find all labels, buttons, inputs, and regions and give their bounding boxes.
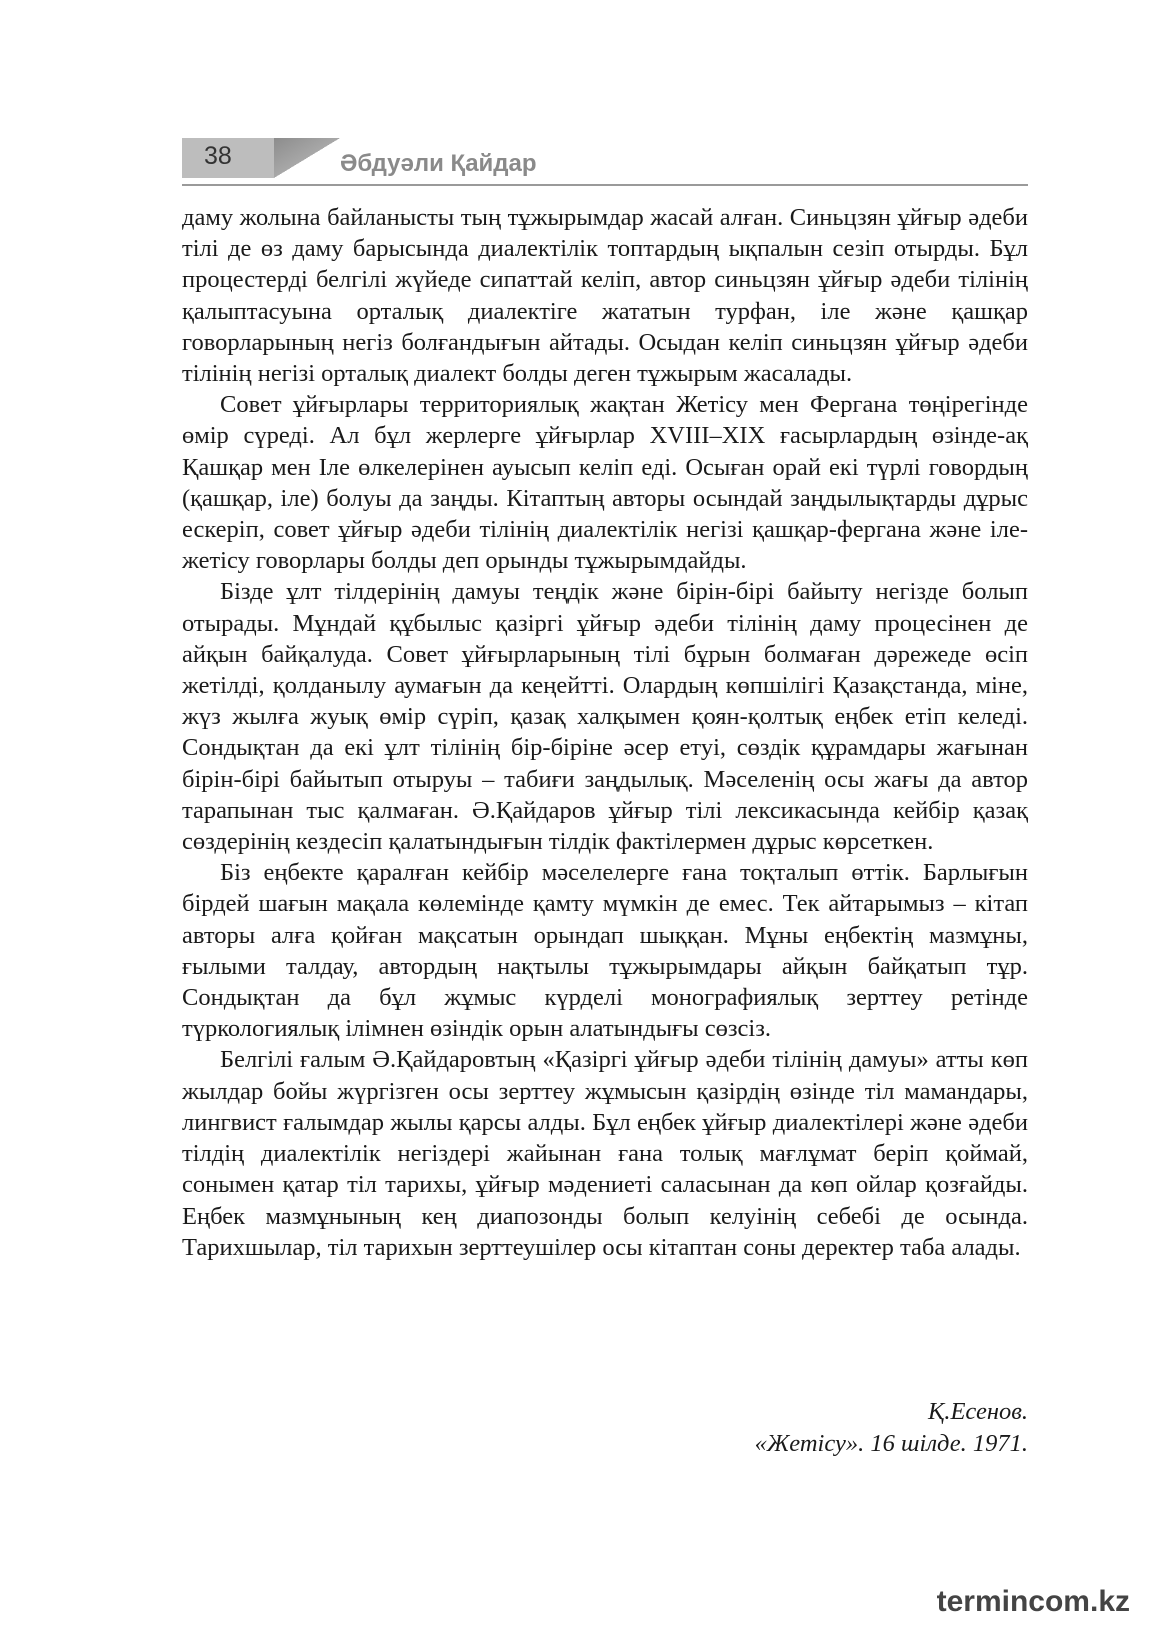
body-text (182, 202, 1028, 1263)
paragraph-1: даму жолына байланысты тың тұжырымдар жасай алған. Синьцзян ұйғыр әдеби тілі де өз даму барысында диалектілік топтардың ықпалын сезіп отырды. Бұл процестерді белгілі жүйеде сипаттай келіп, автор синьцзян ұйғыр әдеби тілінің қалыптасуына орталық диалектіге жататын турфан, іле және қашқар говорларының негіз болғандығын айтады. Осыдан келіп синьцзян ұйғыр әдеби тілінің негізі орталық диалект болды деген тұжырым жасалады. (182, 204, 1028, 388)
paragraph-4: Біз еңбекте қаралған кейбір мәселелерге ғана тоқталып өттік. Барлығын бірдей шағын мақала көлемінде қамту мүмкін де емес. Тек айтарымыз – кітап авторы алға қойған мақсатын орындап шыққан. Мұны еңбектің мазмұны, ғылыми талдау, автордың нақтылы тұжырымдары айқын байқатып тұр. Сондықтан да бұл жұмыс күрделі монографиялық зерттеу ретінде түркологиялық ілімнен өзіндік орын алатындығы сөзсіз. (182, 859, 1028, 1043)
page-number: 38 (204, 142, 232, 170)
paragraph-5: Белгілі ғалым Ә.Қайдаровтың «Қазіргі ұйғыр әдеби тілінің дамуы» атты көп жылдар бойы жүргізген осы зерттеу жұмысын қазірдің өзінде тіл мамандары, лингвист ғалымдар жылы қарсы алды. Бұл еңбек ұйғыр диалектілері және әдеби тілдің диалектілік негіздері жайынан ғана толық мағлұмат беріп қоймай, сонымен қатар тіл тарихы, ұйғыр мәдениеті саласынан да көп ойлар қозғайды. Еңбек мазмұнының кең диапозонды болып келуінің себебі де осында. Тарихшылар, тіл тарихын зерттеушілер осы кітаптан соны деректер таба алады. (182, 1046, 1028, 1261)
signature-name: Қ.Есенов. (928, 1398, 1028, 1425)
header-decoration (274, 138, 340, 178)
watermark: termincom.kz (936, 1585, 1130, 1618)
header-rule (182, 184, 1028, 186)
signature-source: «Жетісу». 16 шілде. 1971. (754, 1430, 1028, 1457)
running-header (182, 138, 1028, 186)
paragraph-3: Бізде ұлт тілдерінің дамуы теңдік және бірін-бірі байыту негізде болып отырады. Мұндай құбылыс қазіргі ұйғыр әдеби тілінің даму процесінен де айқын байқалуда. Совет ұйғырларының тілі бұрын болмаған дәрежеде өсіп жетілді, қолданылу аумағын да кеңейтті. Олардың көпшілігі Қазақстанда, міне, жүз жылға жуық өмір сүріп, қазақ халқымен қоян-қолтық еңбек етіп келеді. Сондықтан да екі ұлт тілінің бір-біріне әсер етуі, сөздік құрамдары жағынан бірін-бірі байытып отыруы – табиғи заңдылық. Мәселенің осы жағы да автор тарапынан тыс қалмаған. Ә.Қайдаров ұйғыр тілі лексикасында кейбір қазақ сөздерінің кездесіп қалатындығын тілдік фактілермен дұрыс көрсеткен. (182, 578, 1028, 856)
running-header-author: Әбдуәли Қайдар (340, 150, 537, 177)
signature-block (182, 1396, 1028, 1460)
page-number-box (182, 138, 274, 178)
paragraph-2: Совет ұйғырлары территориялық жақтан Жетісу мен Фергана төңірегінде өмір сүреді. Ал бұл жерлерге ұйғырлар XVIII–XIX ғасырлардың өзінде-ақ Қашқар мен Іле өлкелерінен ауысып келіп еді. Осыған орай екі түрлі говордың (қашқар, іле) болуы да заңды. Кітаптың авторы осындай заңдылықтарды дұрыс ескеріп, совет ұйғыр әдеби тілінің диалектілік негізі қашқар-фергана және іле-жетісу говорлары болды деп орынды тұжырымдайды. (182, 391, 1028, 575)
